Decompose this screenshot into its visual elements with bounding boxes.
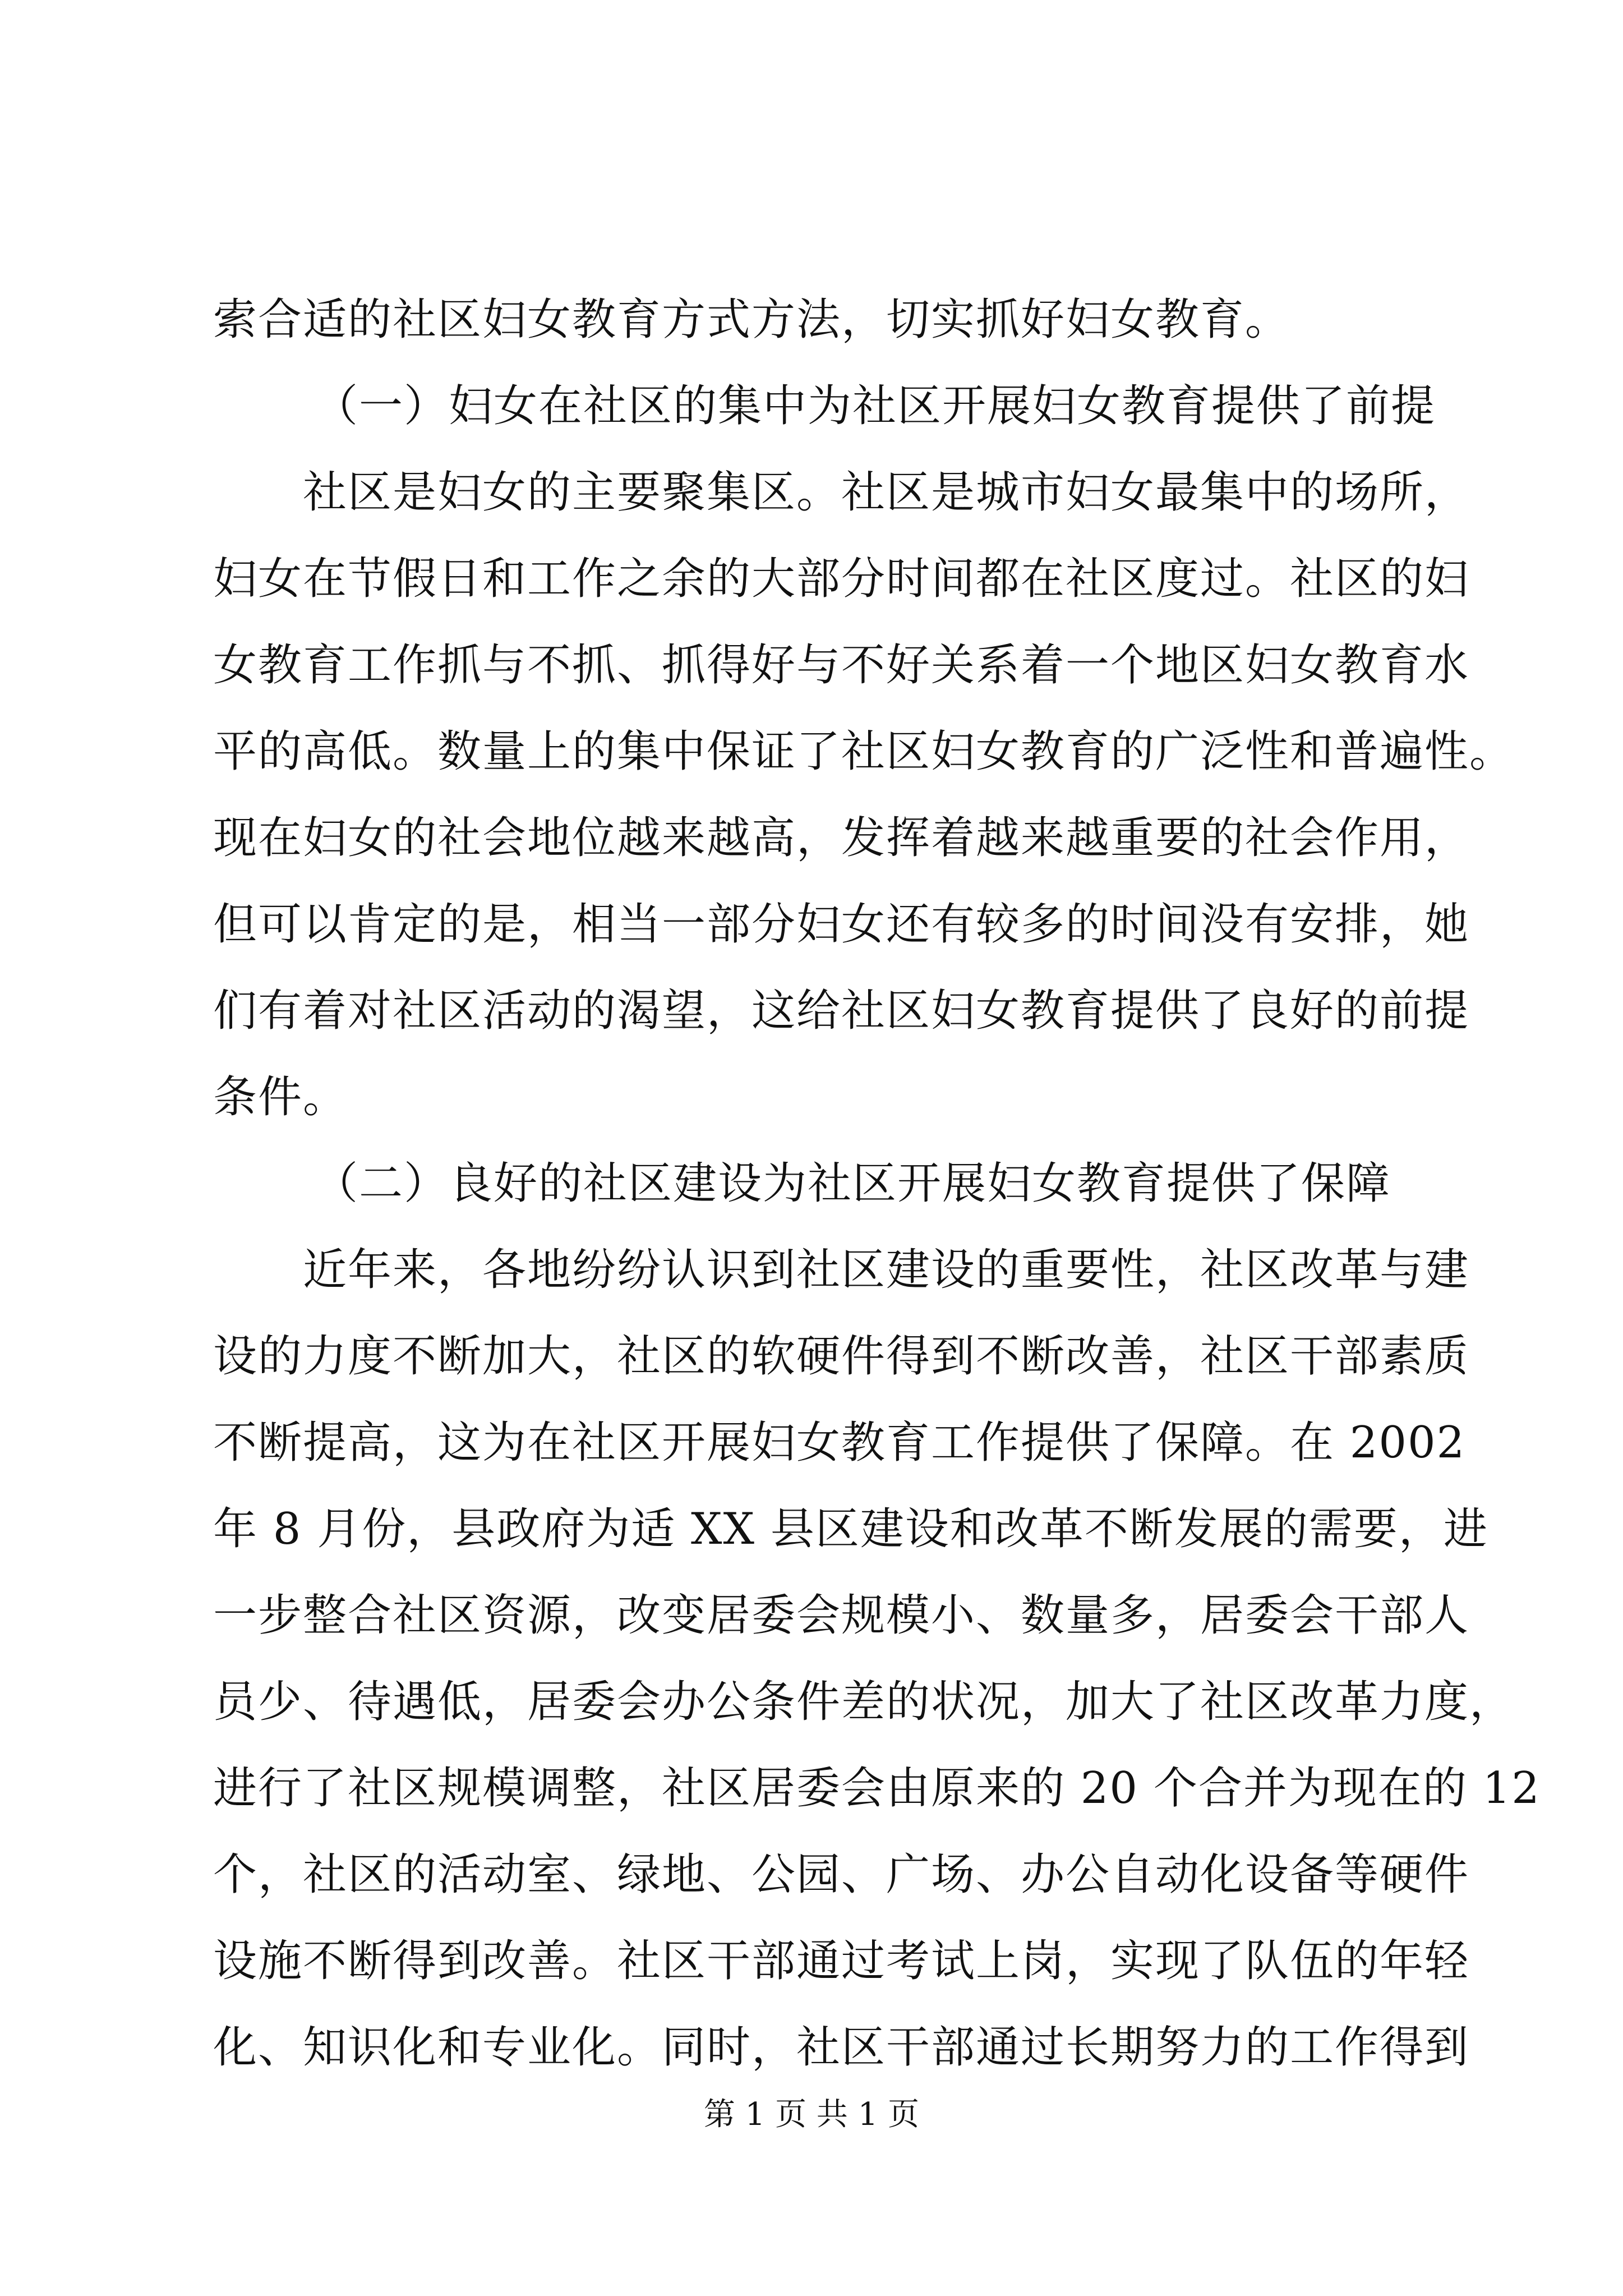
paragraph-start: 近年来，各地纷纷认识到社区建设的重要性，社区改革与建 <box>303 1245 1470 1295</box>
section-heading-2: （二）良好的社区建设为社区开展妇女教育提供了保障 <box>314 1158 1391 1209</box>
text-line: 现在妇女的社会地位越来越高，发挥着越来越重要的社会作用， <box>213 813 1470 863</box>
paragraph-start: 社区是妇女的主要聚集区。社区是城市妇女最集中的场所， <box>303 467 1470 518</box>
text-line: 但可以肯定的是，相当一部分妇女还有较多的时间没有安排，她 <box>213 899 1470 950</box>
page-footer: 第 1 页 共 1 页 <box>703 2096 920 2133</box>
text-line: 个，社区的活动室、绿地、公园、广场、办公自动化设备等硬件 <box>213 1849 1470 1900</box>
section-heading-1: （一）妇女在社区的集中为社区开展妇女教育提供了前提 <box>314 381 1436 431</box>
text-line: 化、知识化和专业化。同时，社区干部通过长期努力的工作得到 <box>213 2022 1470 2073</box>
text-line: 进行了社区规模调整，社区居委会由原来的 20 个合并为现在的 12 <box>213 1763 1541 1814</box>
text-line: 不断提高，这为在社区开展妇女教育工作提供了保障。在 2002 <box>213 1418 1466 1468</box>
text-line: 一步整合社区资源，改变居委会规模小、数量多，居委会干部人 <box>213 1590 1470 1641</box>
text-line: 年 8 月份，县政府为适 XX 县区建设和改革不断发展的需要，进 <box>213 1504 1488 1554</box>
text-line: 设施不断得到改善。社区干部通过考试上岗，实现了队伍的年轻 <box>213 1936 1470 1986</box>
text-line: 设的力度不断加大，社区的软硬件得到不断改善，社区干部素质 <box>213 1331 1470 1382</box>
text-line: 们有着对社区活动的渴望，这给社区妇女教育提供了良好的前提 <box>213 986 1470 1036</box>
text-line: 妇女在节假日和工作之余的大部分时间都在社区度过。社区的妇 <box>213 554 1470 604</box>
text-line: 索合适的社区妇女教育方式方法，切实抓好妇女教育。 <box>213 295 1290 345</box>
text-line: 员少、待遇低，居委会办公条件差的状况，加大了社区改革力度， <box>213 1677 1515 1727</box>
text-line: 女教育工作抓与不抓、抓得好与不好关系着一个地区妇女教育水 <box>213 640 1470 691</box>
text-line: 条件。 <box>213 1072 348 1122</box>
text-line: 平的高低。数量上的集中保证了社区妇女教育的广泛性和普遍性。 <box>213 726 1515 777</box>
